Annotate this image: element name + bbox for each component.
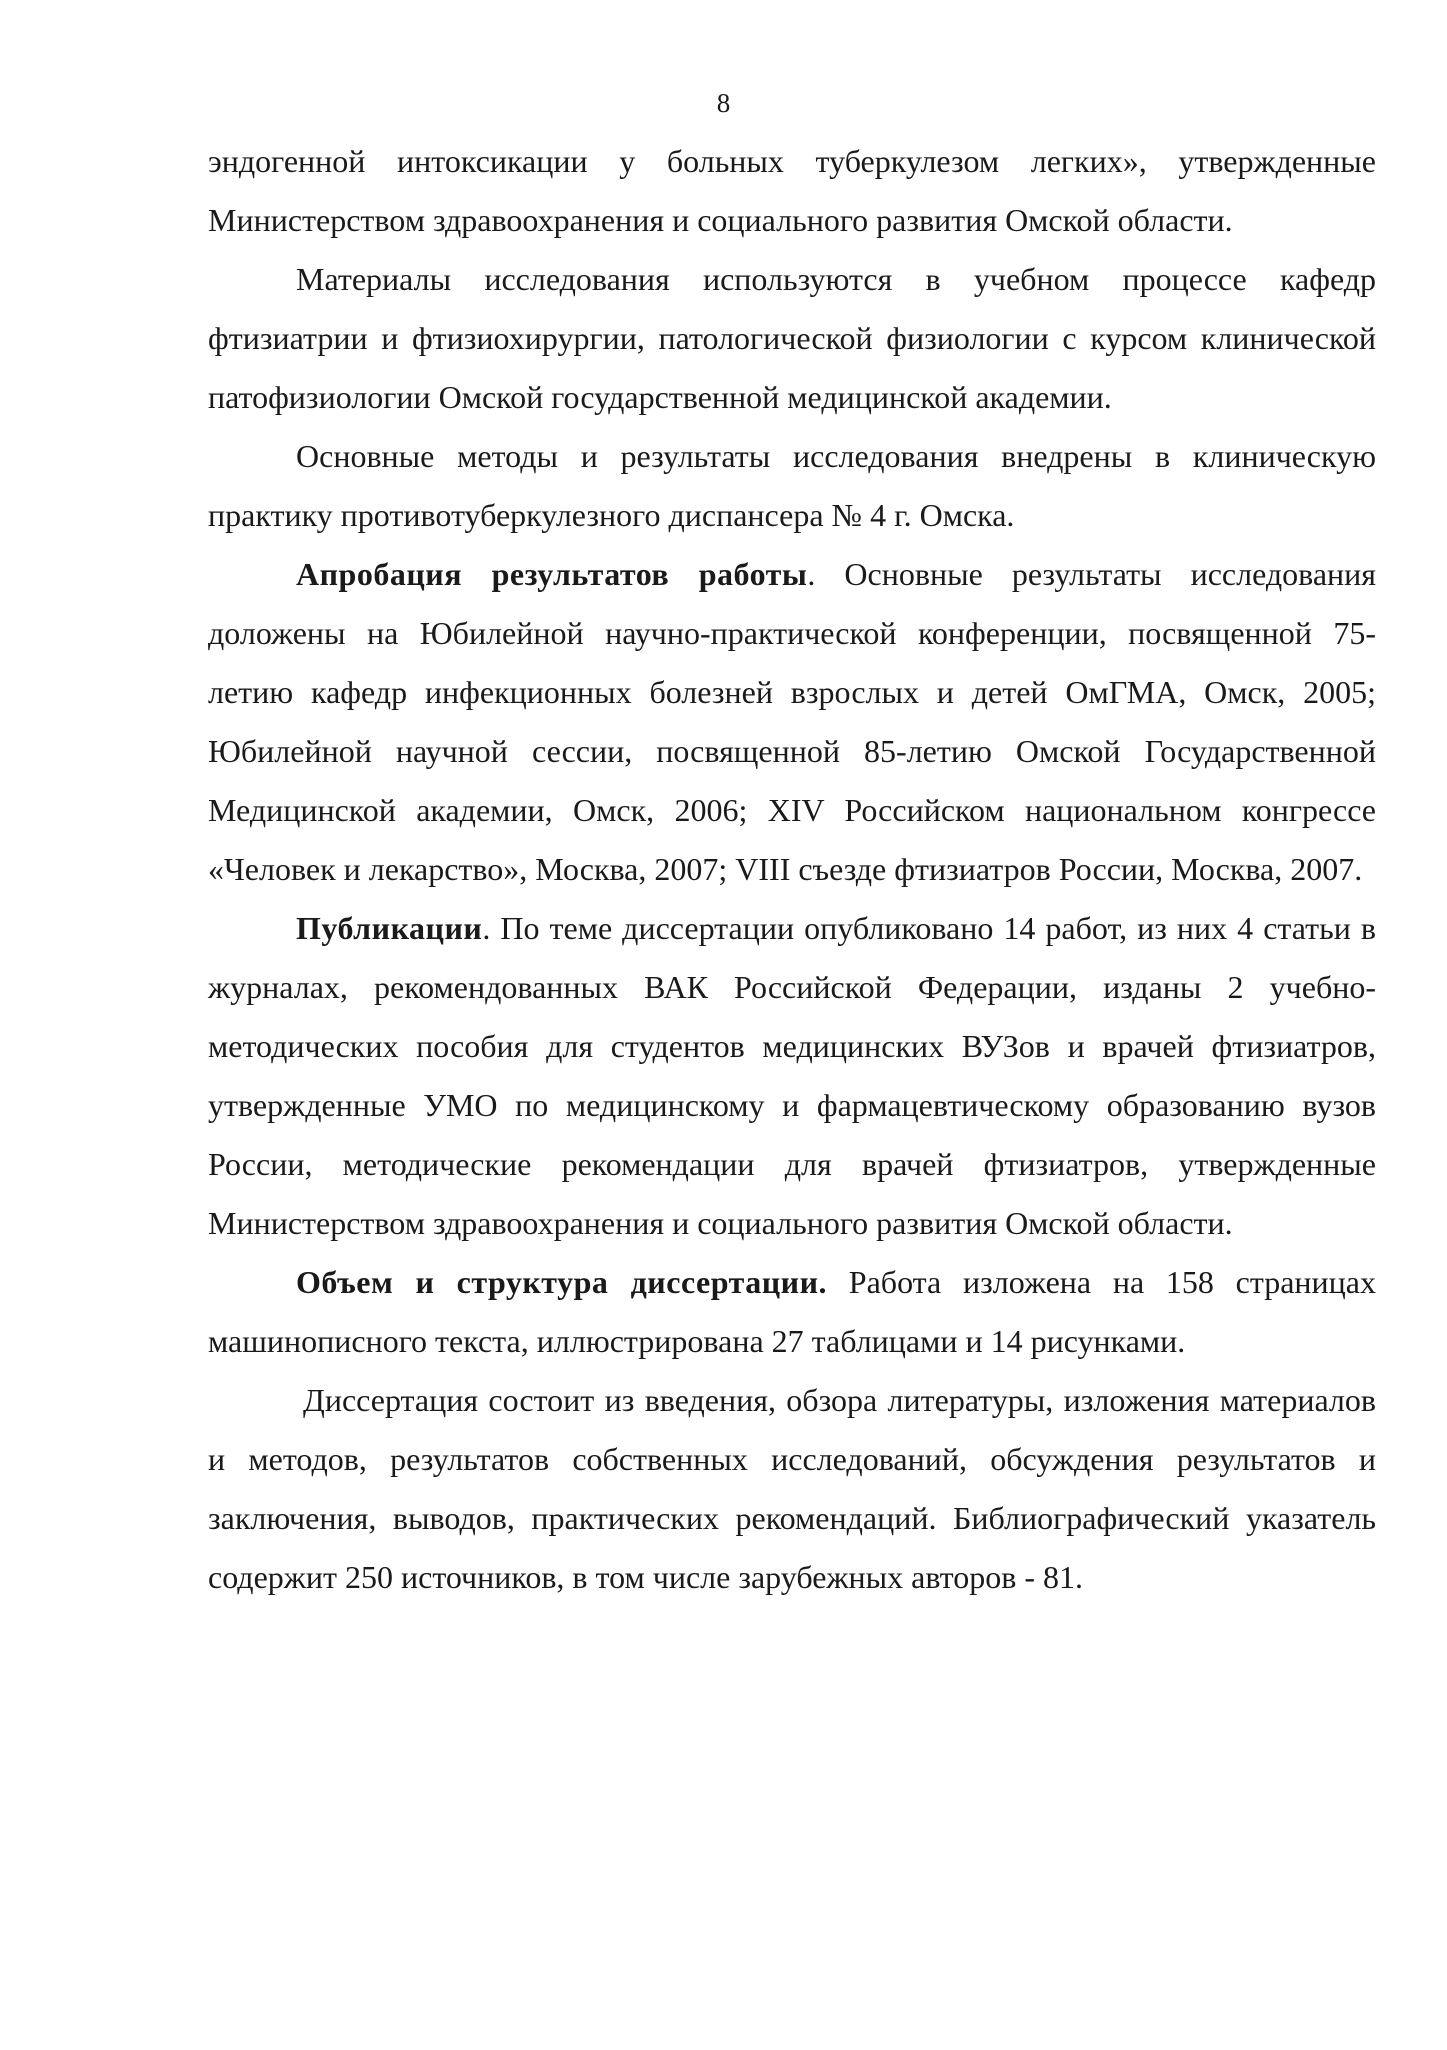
volume-structure-heading: Объем и структура диссертации. [296,1264,828,1300]
paragraph-volume-structure [208,1253,1376,1371]
paragraph-dissertation-composition: Диссертация состоит из введения, обзора литературы, изложения материалов и методов, результатов собственных исследований, обсуждения результатов и заключения, выводов, практических рекомендаций. Библиографический указатель содержит 250 источников, в том числе зарубежных авторов - 81. [208,1382,1376,1595]
approbation-text: . Основные результаты исследования доложены на Юбилейной научно-практической конференции, посвященной 75-летию кафедр инфекционных болезней взрослых и детей ОмГМА, Омск, 2005; Юбилейной научной сессии, посвященной 85-летию Омской Государственной Медицинской академии, Омск, 2006; XIV Российском национальном конгрессе «Человек и лекарство», Москва, 2007; VIII съезде фтизиатров России, Москва, 2007. [208,556,1377,887]
paragraph-approbation [208,545,1376,899]
paragraph-publications [208,899,1376,1253]
paragraph-clinical-practice: Основные методы и результаты исследования внедрены в клиническую практику противотуберкулезного диспансера № 4 г. Омска. [208,438,1376,533]
paragraph-teaching-use: Материалы исследования используются в учебном процессе кафедр фтизиатрии и фтизиохирургии, патологической физиологии с курсом клинической патофизиологии Омской государственной медицинской академии. [208,261,1376,415]
approbation-heading: Апробация результатов работы [296,556,808,592]
volume-structure-text: Работа изложена на 158 страницах машинописного текста, иллюстрирована 27 таблицами и 14 рисунками. [208,1264,1377,1359]
paragraph-implementation-guidelines: эндогенной интоксикации у больных туберкулезом легких», утвержденные Министерством здравоохранения и социального развития Омской области. [208,143,1376,238]
publications-text: . По теме диссертации опубликовано 14 работ, из них 4 статьи в журналах, рекомендованных ВАК Российской Федерации, изданы 2 учебно-методических пособия для студентов медицинских ВУЗов и врачей фтизиатров, утвержденные УМО по медицинскому и фармацевтическому образованию вузов России, методические рекомендации для врачей фтизиатров, утвержденные Министерством здравоохранения и социального развития Омской области. [208,910,1376,1241]
document-body [208,132,1376,1607]
publications-heading: Публикации [296,910,483,946]
page-number: 8 [716,88,731,118]
